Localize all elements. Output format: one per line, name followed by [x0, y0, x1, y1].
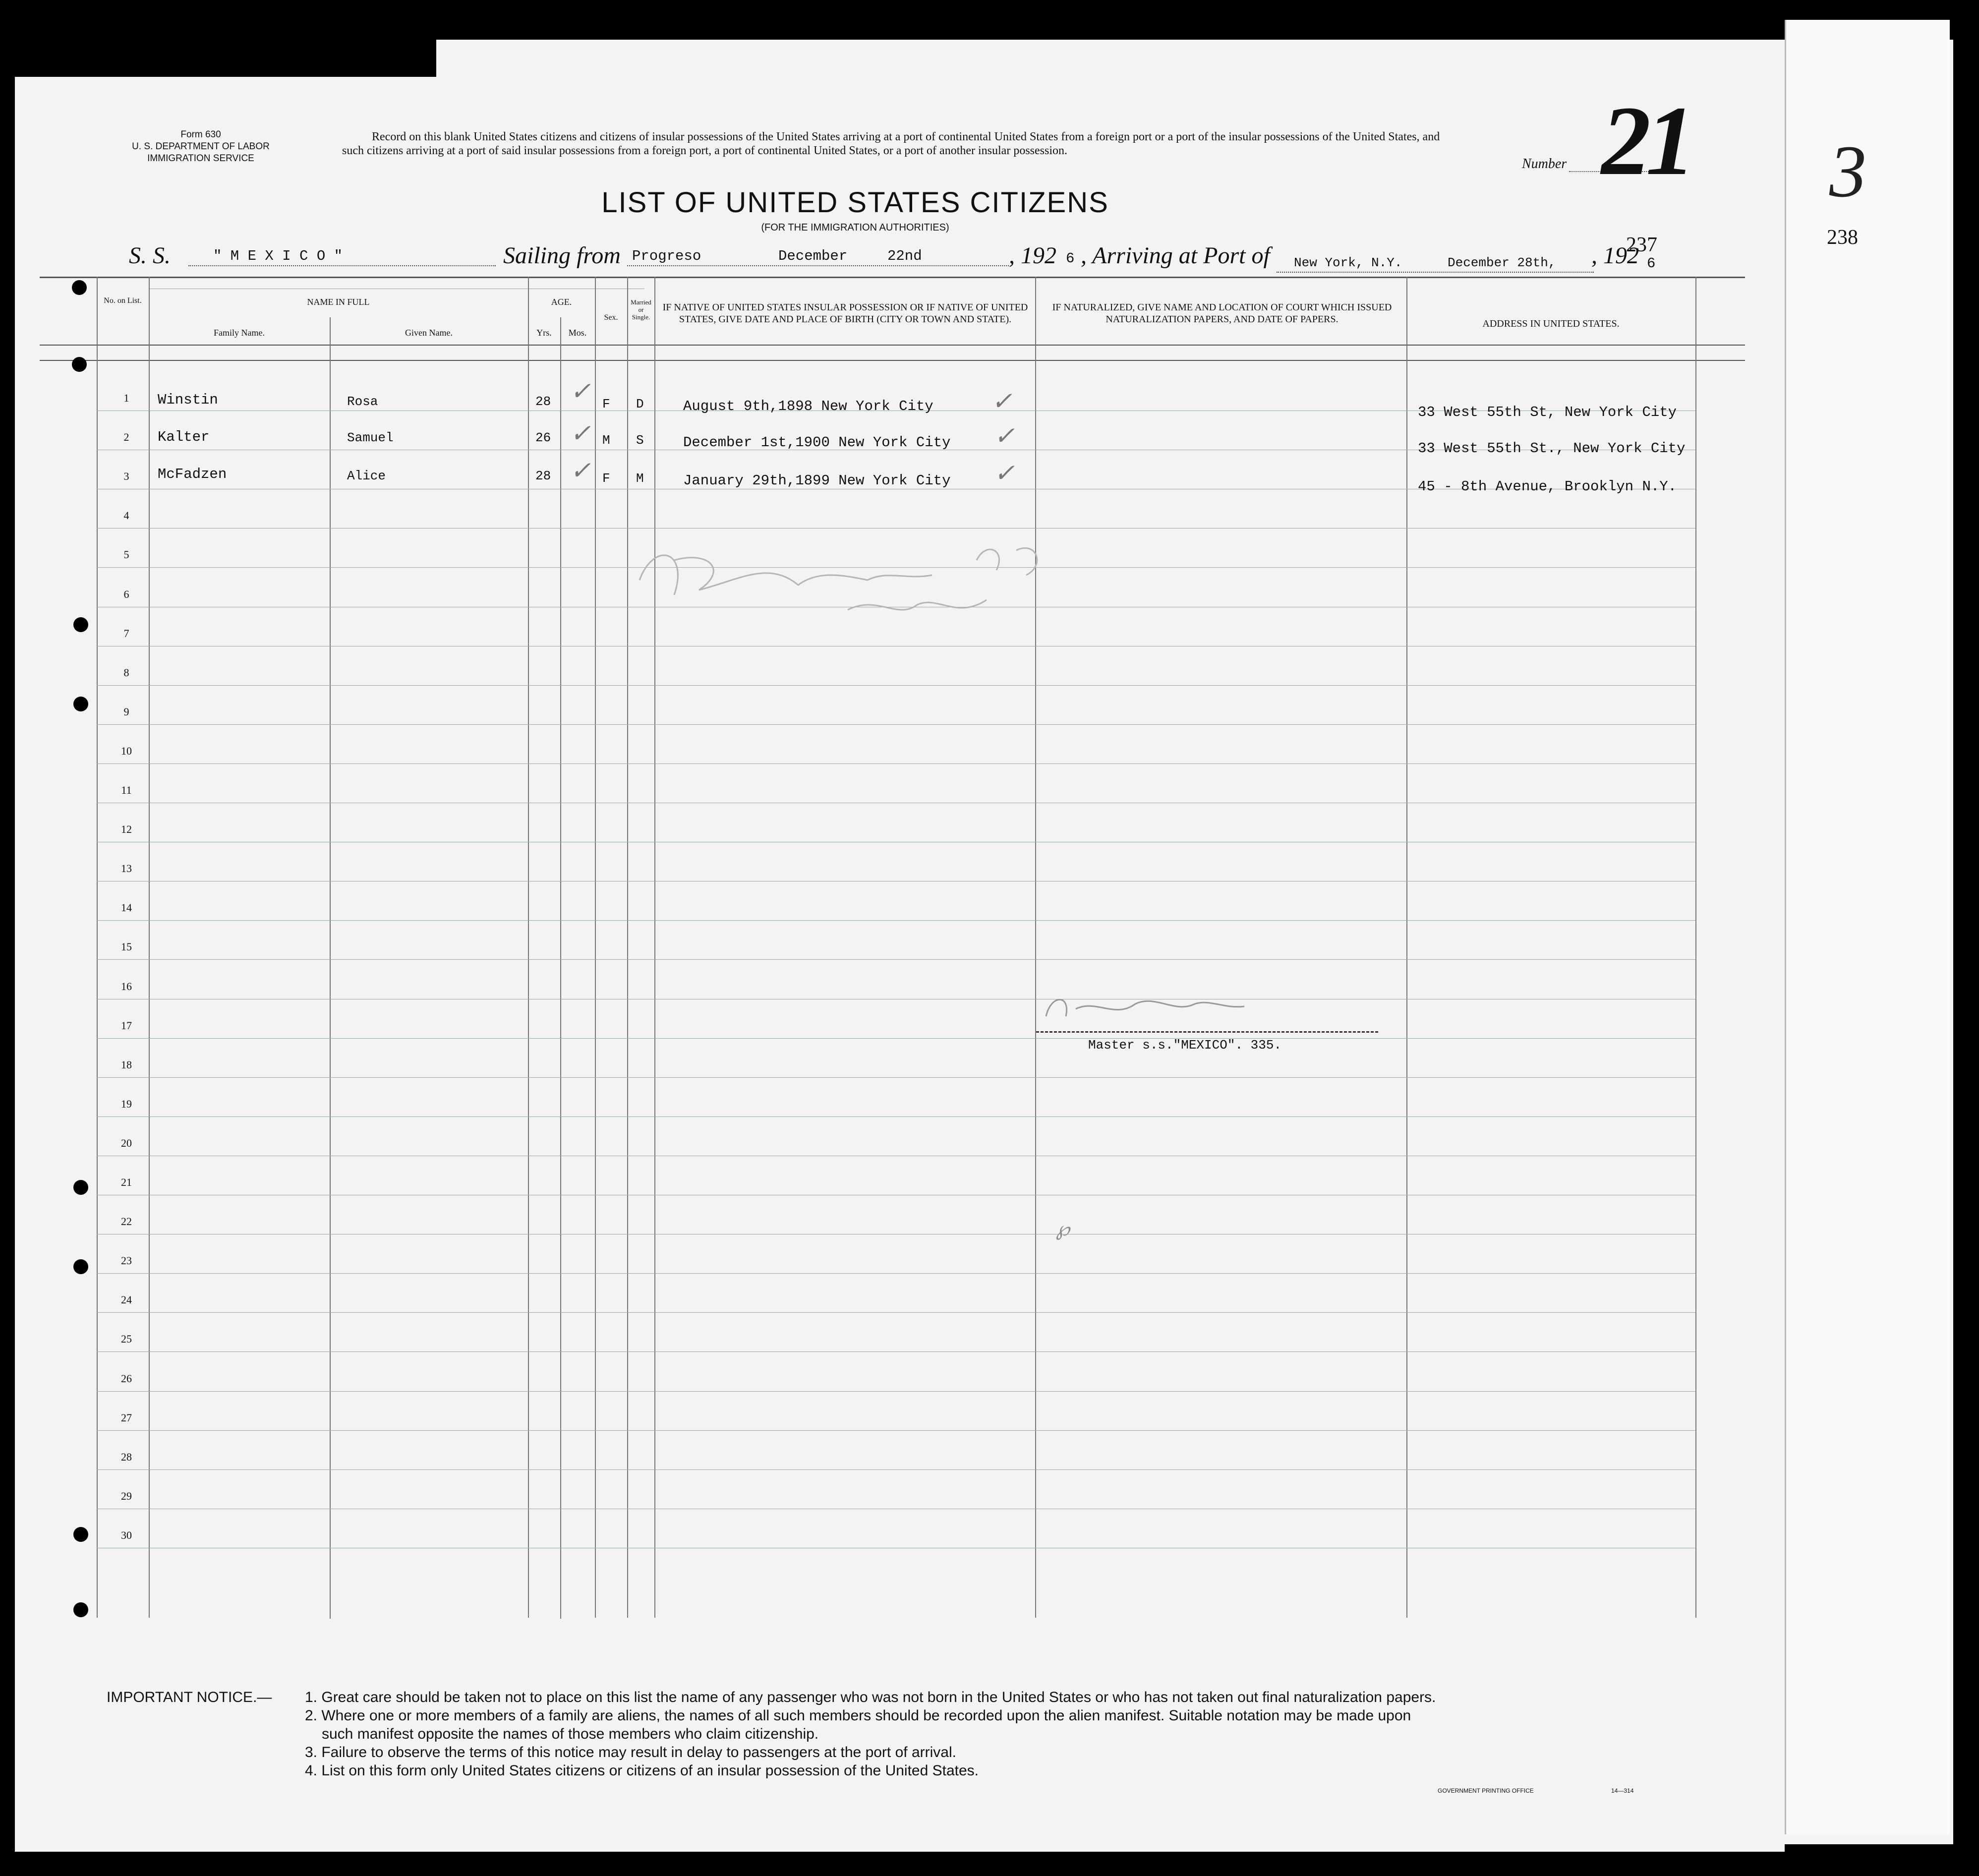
col-line-given: [330, 317, 331, 1619]
age-years: 28: [535, 394, 551, 409]
row-number: 24: [121, 1293, 132, 1306]
given-name: Alice: [347, 469, 386, 483]
service: IMMIGRATION SERVICE: [147, 153, 254, 164]
us-address: 33 West 55th St, New York City: [1418, 404, 1677, 420]
year-prefix-1: , 192: [1009, 242, 1056, 269]
row-rule: [97, 1469, 1695, 1470]
birth-date-place: January 29th,1899 New York City: [683, 472, 951, 489]
arriving-label: , Arriving at Port of: [1081, 242, 1270, 269]
month-from: December: [778, 248, 848, 264]
header-name-in-full: NAME IN FULL: [307, 297, 370, 307]
row-number: 26: [121, 1372, 132, 1385]
row-number: 11: [121, 784, 132, 796]
checkmark-icon: ✓: [994, 422, 1015, 450]
form-header: [94, 129, 307, 165]
row-number: 23: [121, 1254, 132, 1267]
row-number: 22: [121, 1215, 132, 1228]
col-line-no: [97, 277, 98, 1618]
sex: F: [602, 397, 610, 411]
given-name: Rosa: [347, 394, 378, 409]
row-number: 15: [121, 940, 132, 953]
family-name: Kalter: [158, 429, 210, 445]
given-name: Samuel: [347, 430, 394, 445]
year-prefix-2: , 192: [1591, 242, 1639, 269]
row-number: 21: [121, 1176, 132, 1188]
checkmark-icon: ✓: [570, 419, 591, 447]
col-line-married: [627, 277, 628, 1618]
header-married: Married or Single.: [631, 298, 651, 321]
binder-hole: [72, 280, 87, 295]
ship-line: [188, 265, 496, 266]
row-number: 18: [121, 1058, 132, 1071]
row-rule: [97, 1077, 1695, 1078]
row-number: 12: [121, 823, 132, 836]
printer-credit: GOVERNMENT PRINTING OFFICE: [1438, 1787, 1534, 1794]
family-name: McFadzen: [158, 466, 227, 482]
ship-name: " M E X I C O ": [213, 248, 343, 264]
row-number: 8: [123, 666, 129, 679]
header-sex: Sex.: [604, 313, 618, 322]
checkmark-icon: ✓: [994, 459, 1015, 487]
header-native: IF NATIVE OF UNITED STATES INSULAR POSSESSION OR IF NATIVE OF UNITED STATES, GIVE DATE AND PLACE OF BIRTH (CITY OR TOWN AND STATE).: [662, 302, 1028, 325]
table-top-rule: [40, 277, 1745, 278]
row-number: 25: [121, 1333, 132, 1346]
row-number: 29: [121, 1489, 132, 1502]
row-number: 19: [121, 1097, 132, 1110]
us-address: 45 - 8th Avenue, Brooklyn N.Y.: [1418, 478, 1677, 495]
row-number: 30: [121, 1528, 132, 1541]
row-rule: [97, 763, 1695, 764]
ss-label: S. S.: [129, 242, 171, 269]
notice-item-4: 4. List on this form only United States citizens or citizens of an insular possession of the United States.: [305, 1762, 979, 1779]
row-number: 13: [121, 862, 132, 875]
number-label: Number: [1522, 156, 1567, 172]
header-family: Family Name.: [214, 328, 265, 338]
col-line-mos: [560, 317, 561, 1619]
arrival-line: [1277, 272, 1594, 273]
row-rule: [97, 685, 1695, 686]
col-line-yrs: [528, 277, 529, 1618]
margin-mark: 3: [1829, 130, 1866, 213]
row-rule: [97, 724, 1695, 725]
notice-item-2b: such manifest opposite the names of those members who claim citizenship.: [322, 1726, 819, 1742]
row-rule: [97, 1312, 1695, 1313]
row-number: 9: [123, 705, 129, 718]
row-number: 7: [123, 627, 129, 640]
master-label: Master s.s."MEXICO". 335.: [1088, 1038, 1282, 1053]
birth-date-place: August 9th,1898 New York City: [683, 398, 933, 414]
col-line-family: [149, 277, 150, 1618]
header-bottom-rule: [40, 345, 1745, 346]
sex: F: [602, 471, 610, 486]
header-naturalized: IF NATURALIZED, GIVE NAME AND LOCATION OF COURT WHICH ISSUED NATURALIZATION PAPERS, AND DATE OF PAPERS.: [1052, 302, 1392, 325]
header-no: No. on List.: [104, 296, 142, 305]
sailing-line: [627, 265, 1009, 266]
binder-hole: [73, 697, 88, 711]
stamp-number-right: 238: [1827, 226, 1858, 249]
row-rule: [97, 959, 1695, 960]
row-number: 16: [121, 980, 132, 993]
marital-status: M: [636, 471, 644, 486]
col-line-native: [654, 277, 655, 1618]
us-address: 33 West 55th St., New York City: [1418, 440, 1686, 457]
row-number: 14: [121, 901, 132, 914]
col-line-sex: [595, 277, 596, 1618]
row-number: 3: [123, 470, 129, 483]
marital-status: S: [636, 433, 644, 448]
header-given: Given Name.: [405, 328, 453, 338]
row-rule: [97, 1116, 1695, 1117]
important-notice: [107, 1688, 1693, 1780]
row-number: 10: [121, 744, 132, 757]
row-number: 6: [123, 587, 129, 600]
pencil-initials: ℘: [1056, 1218, 1070, 1240]
binder-hole: [73, 1602, 88, 1617]
row-number: 5: [123, 548, 129, 561]
checkmark-icon: ✓: [570, 457, 591, 484]
checkmark-icon: ✓: [991, 387, 1012, 415]
header-address: ADDRESS IN UNITED STATES.: [1482, 318, 1620, 329]
header-age: AGE.: [551, 297, 572, 307]
form-number: Form 630: [180, 129, 221, 140]
port-from: Progreso: [632, 248, 701, 264]
row-number: 17: [121, 1019, 132, 1032]
handwritten-number: 21: [1601, 86, 1690, 196]
master-signature: [1036, 989, 1254, 1029]
notice-item-2a: 2. Where one or more members of a family are aliens, the names of all such members should be recorded upon the alien manifest. Suitable notation may be made upon: [305, 1707, 1411, 1724]
row-number: 20: [121, 1136, 132, 1149]
year-digit-1: 6: [1066, 250, 1075, 267]
row-number: 4: [123, 509, 129, 522]
binder-hole: [73, 1180, 88, 1195]
birth-date-place: December 1st,1900 New York City: [683, 434, 951, 451]
sex: M: [602, 433, 610, 448]
row-rule: [97, 1351, 1695, 1352]
row-number: 2: [123, 431, 129, 444]
date-to: December 28th,: [1448, 255, 1556, 270]
binder-hole: [73, 1259, 88, 1274]
year-digit-2: 6: [1647, 255, 1656, 272]
age-years: 28: [535, 469, 551, 483]
underlying-sheet-edge: [1785, 20, 1950, 1834]
binder-hole: [73, 1527, 88, 1542]
sailing-label: Sailing from: [503, 242, 621, 269]
row-number: 27: [121, 1411, 132, 1424]
day-from: 22nd: [887, 248, 922, 264]
age-years: 26: [535, 430, 551, 445]
pencil-signature: [610, 521, 1155, 669]
record-instructions: Record on this blank United States citizens and citizens of insular possessions of the United States arriving at a port of continental United States from a foreign port or a port of the insular possessions of the United States, and such citizens arriving at a port of said insular possessions from a foreign port, a port of continental United States, or a port of another insular possession.: [342, 130, 1440, 157]
stamp-number-left: 237: [1626, 234, 1657, 256]
row-number: 28: [121, 1450, 132, 1463]
page-title: LIST OF UNITED STATES CITIZENS: [601, 186, 1109, 219]
row-rule: [97, 920, 1695, 921]
binder-hole: [73, 617, 88, 632]
marital-status: D: [636, 397, 644, 411]
header-mos: Mos.: [568, 328, 587, 338]
notice-heading: IMPORTANT NOTICE.—: [107, 1689, 272, 1705]
notice-item-3: 3. Failure to observe the terms of this notice may result in delay to passengers at the port of arrival.: [305, 1744, 956, 1760]
printer-code: 14—314: [1611, 1787, 1634, 1794]
checkmark-icon: ✓: [570, 377, 591, 405]
manifest-page: [15, 77, 1785, 1852]
row-rule: [97, 1430, 1695, 1431]
page-subtitle: (FOR THE IMMIGRATION AUTHORITIES): [761, 222, 949, 233]
notice-item-1: 1. Great care should be taken not to place on this list the name of any passenger who was not born in the United States or who has not taken out final naturalization papers.: [305, 1689, 1436, 1705]
row-rule: [97, 1273, 1695, 1274]
col-line-naturalized: [1035, 277, 1036, 1618]
family-name: Winstin: [158, 392, 218, 408]
department: U. S. DEPARTMENT OF LABOR: [132, 141, 270, 152]
master-signature-line: [1036, 1031, 1378, 1033]
row-rule: [97, 1391, 1695, 1392]
row-rule: [97, 1038, 1695, 1039]
header-bottom-rule-2: [40, 360, 1745, 361]
port-to: New York, N.Y.: [1294, 255, 1402, 270]
binder-hole: [72, 357, 87, 372]
col-line-end: [1695, 277, 1696, 1618]
row-number: 1: [123, 392, 129, 404]
header-yrs: Yrs.: [536, 328, 552, 338]
col-line-address: [1406, 277, 1407, 1618]
